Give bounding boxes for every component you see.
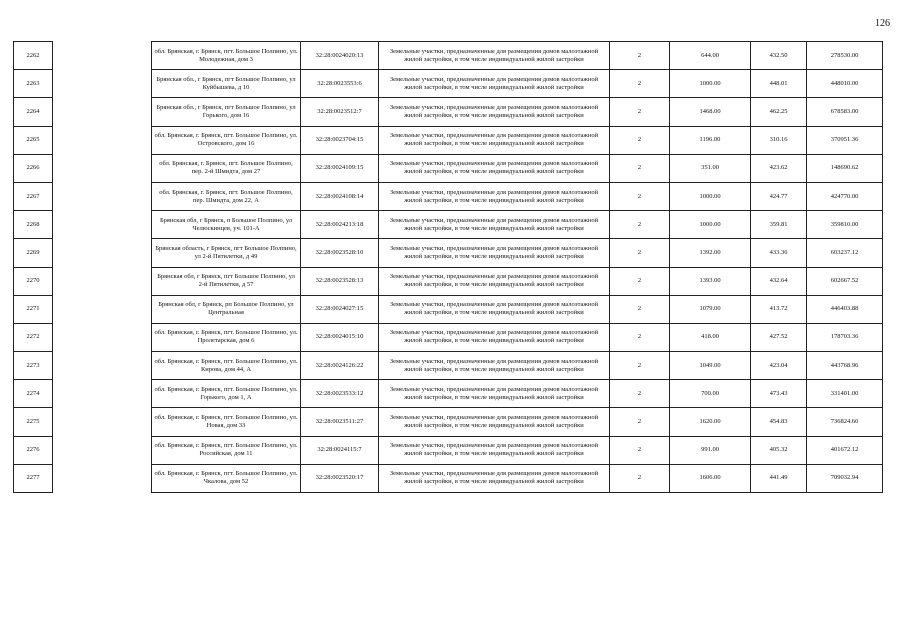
cadastral-number-cell: 32:28:0024020:13 [301, 42, 379, 70]
table-row [14, 126, 883, 154]
category-cell: 2 [610, 295, 670, 323]
table-row [14, 380, 883, 408]
table-row [14, 352, 883, 380]
cadastral-value-cell: 678583.00 [807, 98, 883, 126]
table-row [14, 464, 883, 492]
gap-cell [53, 182, 152, 210]
address-cell: обл. Брянская, г. Брянск, пгт. Большое Полпино, ул. Горького, дом 1, А [152, 380, 301, 408]
row-number-cell: 2273 [14, 352, 53, 380]
table-row [14, 295, 883, 323]
gap-cell [53, 408, 152, 436]
category-cell: 2 [610, 42, 670, 70]
table-row [14, 408, 883, 436]
unit-value-cell: 441.49 [751, 464, 807, 492]
table-row [14, 323, 883, 351]
area-cell: 1000.00 [670, 70, 751, 98]
unit-value-cell: 310.16 [751, 126, 807, 154]
address-cell: Брянская область, г Брянск, пгт Большое Полпино, ул 2-й Пятилетки, д 49 [152, 239, 301, 267]
cadastral-number-cell: 32:28:0023512:7 [301, 98, 379, 126]
gap-cell [53, 323, 152, 351]
row-number-cell: 2267 [14, 182, 53, 210]
area-cell: 1606.00 [670, 464, 751, 492]
cadastral-value-cell: 736824.60 [807, 408, 883, 436]
address-cell: обл. Брянская, г. Брянск, пгт. Большое Полпино, ул. Новая, дом 33 [152, 408, 301, 436]
cadastral-value-cell: 148690.62 [807, 154, 883, 182]
gap-cell [53, 211, 152, 239]
land-use-cell: Земельные участки, предназначенные для размещения домов малоэтажной жилой застройки, в том числе индивидуальной жилой застройки [379, 98, 610, 126]
address-cell: обл. Брянская, г. Брянск, пгт. Большое Полпино, ул. Молодежная, дом 3 [152, 42, 301, 70]
row-number-cell: 2269 [14, 239, 53, 267]
category-cell: 2 [610, 323, 670, 351]
gap-cell [53, 154, 152, 182]
cadastral-value-table [13, 41, 883, 493]
address-cell: Брянская обл, г Брянск, рп Большое Полпино, ул Центральная [152, 295, 301, 323]
land-use-cell: Земельные участки, предназначенные для размещения домов малоэтажной жилой застройки, в том числе индивидуальной жилой застройки [379, 126, 610, 154]
row-number-cell: 2268 [14, 211, 53, 239]
land-use-cell: Земельные участки, предназначенные для размещения домов малоэтажной жилой застройки, в том числе индивидуальной жилой застройки [379, 267, 610, 295]
table-row [14, 436, 883, 464]
cadastral-number-cell: 32:28:0024115:7 [301, 436, 379, 464]
table-row [14, 267, 883, 295]
address-cell: Брянская обл, г Брянск, пгт Большое Полпино, ул 2-й Пятилетки, д 57 [152, 267, 301, 295]
unit-value-cell: 423.62 [751, 154, 807, 182]
address-cell: обл. Брянская, г. Брянск, пгт. Большое Полпино, ул. Кирова, дом 44, А [152, 352, 301, 380]
cadastral-value-cell: 602667.52 [807, 267, 883, 295]
category-cell: 2 [610, 70, 670, 98]
row-number-cell: 2277 [14, 464, 53, 492]
cadastral-number-cell: 32:28:0023528:13 [301, 267, 379, 295]
area-cell: 991.00 [670, 436, 751, 464]
cadastral-number-cell: 32:28:0024027:15 [301, 295, 379, 323]
cadastral-value-cell: 709032.94 [807, 464, 883, 492]
land-use-cell: Земельные участки, предназначенные для размещения домов малоэтажной жилой застройки, в том числе индивидуальной жилой застройки [379, 464, 610, 492]
cadastral-value-cell: 603237.12 [807, 239, 883, 267]
cadastral-value-cell: 178703.36 [807, 323, 883, 351]
area-cell: 351.00 [670, 154, 751, 182]
unit-value-cell: 448.01 [751, 70, 807, 98]
unit-value-cell: 462.25 [751, 98, 807, 126]
cadastral-number-cell: 32:28:0024213:18 [301, 211, 379, 239]
unit-value-cell: 413.72 [751, 295, 807, 323]
gap-cell [53, 126, 152, 154]
category-cell: 2 [610, 464, 670, 492]
cadastral-value-cell: 443768.96 [807, 352, 883, 380]
row-number-cell: 2265 [14, 126, 53, 154]
row-number-cell: 2264 [14, 98, 53, 126]
unit-value-cell: 454.83 [751, 408, 807, 436]
land-use-cell: Земельные участки, предназначенные для размещения домов малоэтажной жилой застройки, в том числе индивидуальной жилой застройки [379, 239, 610, 267]
unit-value-cell: 359.81 [751, 211, 807, 239]
cadastral-number-cell: 32:28:0024126:22 [301, 352, 379, 380]
cadastral-value-cell: 278530.00 [807, 42, 883, 70]
category-cell: 2 [610, 239, 670, 267]
address-cell: Брянская обл., г Брянск, пгт Большое Полпино, ул Горького, дом 16 [152, 98, 301, 126]
land-use-cell: Земельные участки, предназначенные для размещения домов малоэтажной жилой застройки, в том числе индивидуальной жилой застройки [379, 352, 610, 380]
category-cell: 2 [610, 352, 670, 380]
category-cell: 2 [610, 408, 670, 436]
address-cell: Брянская обл., г Брянск, пгт Большое Полпино, ул Куйбышева, д 10 [152, 70, 301, 98]
unit-value-cell: 427.52 [751, 323, 807, 351]
category-cell: 2 [610, 126, 670, 154]
area-cell: 1049.00 [670, 352, 751, 380]
row-number-cell: 2263 [14, 70, 53, 98]
gap-cell [53, 267, 152, 295]
cadastral-number-cell: 32:28:0023511:27 [301, 408, 379, 436]
cadastral-number-cell: 32:28:0023520:17 [301, 464, 379, 492]
area-cell: 1392.00 [670, 239, 751, 267]
land-use-cell: Земельные участки, предназначенные для размещения домов малоэтажной жилой застройки, в том числе индивидуальной жилой застройки [379, 182, 610, 210]
land-use-cell: Земельные участки, предназначенные для размещения домов малоэтажной жилой застройки, в том числе индивидуальной жилой застройки [379, 436, 610, 464]
area-cell: 1393.00 [670, 267, 751, 295]
gap-cell [53, 380, 152, 408]
table-row [14, 211, 883, 239]
unit-value-cell: 432.50 [751, 42, 807, 70]
address-cell: Брянская обл, г Брянск, п Большое Полпино, ул Челюскинцев, уч. 101-А [152, 211, 301, 239]
table-row [14, 239, 883, 267]
category-cell: 2 [610, 154, 670, 182]
table-row [14, 154, 883, 182]
table-row [14, 98, 883, 126]
area-cell: 1196.00 [670, 126, 751, 154]
land-use-cell: Земельные участки, предназначенные для размещения домов малоэтажной жилой застройки, в том числе индивидуальной жилой застройки [379, 70, 610, 98]
cadastral-value-cell: 446403.88 [807, 295, 883, 323]
address-cell: обл. Брянская, г. Брянск, пгт. Большое Полпино, ул. Российская, дом 11 [152, 436, 301, 464]
cadastral-value-cell: 359810.00 [807, 211, 883, 239]
gap-cell [53, 464, 152, 492]
page-number: 126 [875, 18, 890, 29]
row-number-cell: 2262 [14, 42, 53, 70]
row-number-cell: 2266 [14, 154, 53, 182]
gap-cell [53, 98, 152, 126]
row-number-cell: 2276 [14, 436, 53, 464]
table-row [14, 182, 883, 210]
cadastral-number-cell: 32:28:0023533:12 [301, 380, 379, 408]
unit-value-cell: 423.04 [751, 352, 807, 380]
land-use-cell: Земельные участки, предназначенные для размещения домов малоэтажной жилой застройки, в том числе индивидуальной жилой застройки [379, 380, 610, 408]
unit-value-cell: 433.36 [751, 239, 807, 267]
cadastral-number-cell: 32:28:0024109:15 [301, 154, 379, 182]
cadastral-number-cell: 32:28:0023553:6 [301, 70, 379, 98]
row-number-cell: 2270 [14, 267, 53, 295]
area-cell: 1468.00 [670, 98, 751, 126]
category-cell: 2 [610, 436, 670, 464]
gap-cell [53, 42, 152, 70]
cadastral-number-cell: 32:28:0023528:10 [301, 239, 379, 267]
category-cell: 2 [610, 380, 670, 408]
area-cell: 1620.00 [670, 408, 751, 436]
address-cell: обл. Брянская, г. Брянск, пгт. Большое Полпино, пер. 2-й Шмидта, дом 27 [152, 154, 301, 182]
area-cell: 1000.00 [670, 211, 751, 239]
category-cell: 2 [610, 182, 670, 210]
cadastral-value-cell: 448010.00 [807, 70, 883, 98]
area-cell: 644.00 [670, 42, 751, 70]
cadastral-value-cell: 401672.12 [807, 436, 883, 464]
unit-value-cell: 432.64 [751, 267, 807, 295]
cadastral-number-cell: 32:28:0024015:10 [301, 323, 379, 351]
table-row [14, 70, 883, 98]
address-cell: обл. Брянская, г. Брянск, пгт. Большое Полпино, ул. Островского, дом 16 [152, 126, 301, 154]
unit-value-cell: 473.43 [751, 380, 807, 408]
land-use-cell: Земельные участки, предназначенные для размещения домов малоэтажной жилой застройки, в том числе индивидуальной жилой застройки [379, 154, 610, 182]
land-use-cell: Земельные участки, предназначенные для размещения домов малоэтажной жилой застройки, в том числе индивидуальной жилой застройки [379, 42, 610, 70]
gap-cell [53, 239, 152, 267]
table-row [14, 42, 883, 70]
address-cell: обл. Брянская, г. Брянск, пгт. Большое Полпино, пер. Шмидта, дом 22, А [152, 182, 301, 210]
cadastral-value-cell: 424770.00 [807, 182, 883, 210]
category-cell: 2 [610, 98, 670, 126]
area-cell: 418.00 [670, 323, 751, 351]
gap-cell [53, 436, 152, 464]
land-use-cell: Земельные участки, предназначенные для размещения домов малоэтажной жилой застройки, в том числе индивидуальной жилой застройки [379, 408, 610, 436]
row-number-cell: 2272 [14, 323, 53, 351]
cadastral-value-cell: 370951.36 [807, 126, 883, 154]
unit-value-cell: 424.77 [751, 182, 807, 210]
unit-value-cell: 405.32 [751, 436, 807, 464]
land-use-cell: Земельные участки, предназначенные для размещения домов малоэтажной жилой застройки, в том числе индивидуальной жилой застройки [379, 323, 610, 351]
land-use-cell: Земельные участки, предназначенные для размещения домов малоэтажной жилой застройки, в том числе индивидуальной жилой застройки [379, 295, 610, 323]
area-cell: 700.00 [670, 380, 751, 408]
gap-cell [53, 295, 152, 323]
cadastral-number-cell: 32:28:0024108:14 [301, 182, 379, 210]
area-cell: 1000.00 [670, 182, 751, 210]
gap-cell [53, 352, 152, 380]
row-number-cell: 2271 [14, 295, 53, 323]
cadastral-value-cell: 331401.00 [807, 380, 883, 408]
row-number-cell: 2275 [14, 408, 53, 436]
category-cell: 2 [610, 267, 670, 295]
gap-cell [53, 70, 152, 98]
land-use-cell: Земельные участки, предназначенные для размещения домов малоэтажной жилой застройки, в том числе индивидуальной жилой застройки [379, 211, 610, 239]
area-cell: 1079.00 [670, 295, 751, 323]
cadastral-number-cell: 32:28:0023704:15 [301, 126, 379, 154]
address-cell: обл. Брянская, г. Брянск, пгт. Большое Полпино, ул. Пролетарская, дом 6 [152, 323, 301, 351]
category-cell: 2 [610, 211, 670, 239]
address-cell: обл. Брянская, г. Брянск, пгт. Большое Полпино, ул. Чкалова, дом 52 [152, 464, 301, 492]
row-number-cell: 2274 [14, 380, 53, 408]
